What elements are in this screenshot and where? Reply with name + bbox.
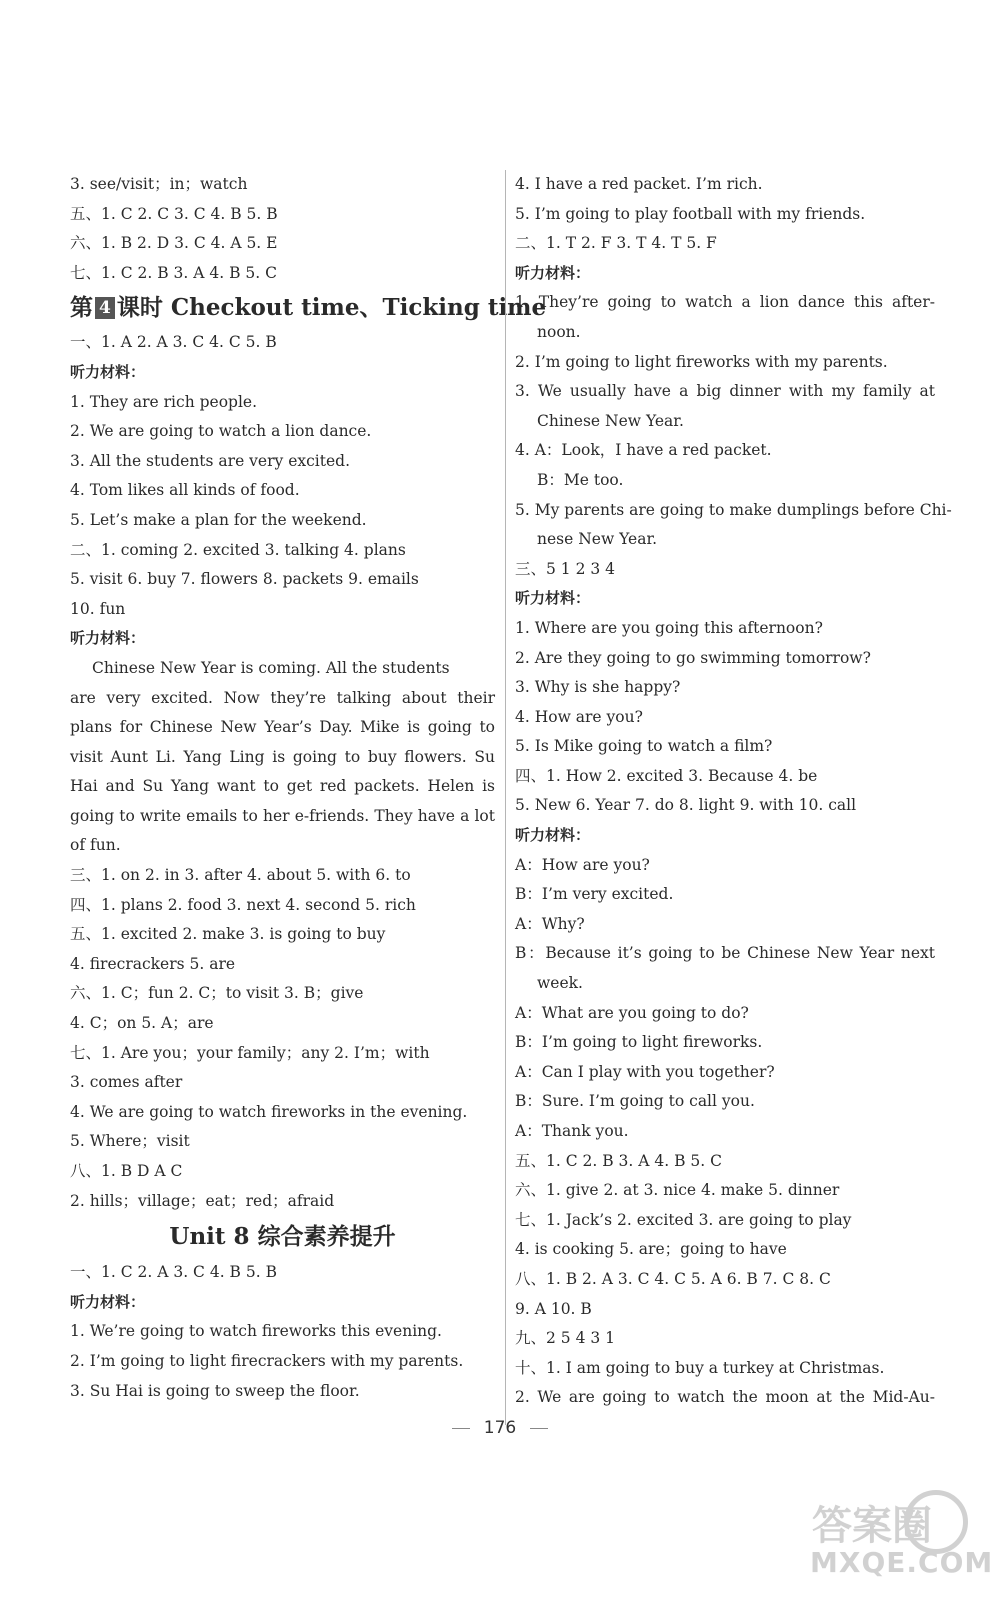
text-line: 八、1. B D A C [70,1162,183,1180]
text-line: 5. Is Mike going to watch a film? [515,737,773,756]
text-line: 七、1. Jack’s 2. excited 3. are going to play [515,1210,852,1229]
text-line: nese New Year. [537,530,658,549]
text-line: 五、1. excited 2. make 3. is going to buy [70,925,386,944]
text-line: are very excited. Now they’re talking about their [70,688,495,707]
text-line: A：How are you? [515,855,650,874]
text-line: 4. firecrackers 5. are [70,954,236,973]
text-line: B：Me too. [537,470,624,489]
text-line: 八、1. B 2. A 3. C 4. C 5. A 6. B 7. C 8. C [515,1269,831,1288]
text-line: 2. hills；village；eat；red；afraid [70,1191,335,1210]
text-line: 七、1. Are you；your family；any 2. I’m；with [70,1043,430,1062]
text-line: A：Why? [515,914,585,933]
text-line: 五、1. C 2. B 3. A 4. B 5. C [515,1151,722,1170]
text-line: 六、1. C；fun 2. C；to visit 3. B；give [70,984,364,1003]
text-line: 3. see/visit；in；watch [70,175,248,193]
text-line: 九、2 5 4 3 1 [515,1329,616,1348]
text-line: 3. Su Hai is going to sweep the floor. [70,1381,360,1400]
text-line: 4. A：Look，I have a red packet. [515,441,772,460]
text-line: 5. I’m going to play football with my friends. [515,204,866,223]
text-line: going to write emails to her e-friends. They have a lot [70,806,495,825]
watermark-url: MXQE.COM [810,1546,994,1579]
listening-material-label: 听力材料： [70,629,146,648]
text-line: 10. fun [70,599,126,618]
text-line: 4. I have a red packet. I’m rich. [515,175,763,193]
column-divider [505,170,506,1425]
text-line: 十、1. I am going to buy a turkey at Christmas. [515,1358,885,1377]
text-line: 七、1. C 2. B 3. A 4. B 5. C [70,263,277,282]
text-line: 3. comes after [70,1073,183,1092]
text-line: Hai and Su Yang want to get red packets. Helen is [70,777,495,796]
lesson-heading: 第 4 课时 Checkout time、Ticking time [70,294,547,322]
text-line: 2. I’m going to light firecrackers with my parents. [70,1351,464,1370]
text-line: 2. We are going to watch the moon at the Mid-Au- [515,1388,935,1407]
listening-material-label: 听力材料： [70,362,146,381]
text-line: of fun. [70,836,121,855]
text-line: 4. C；on 5. A；are [70,1014,214,1033]
text-line: 5. Where；visit [70,1132,190,1151]
text-line: 3. Why is she happy? [515,678,681,697]
text-line: 4. We are going to watch fireworks in the evening. [70,1102,468,1121]
text-line: 1. Where are you going this afternoon? [515,618,823,637]
text-line: 2. Are they going to go swimming tomorrow? [515,648,871,667]
text-line: 一、1. A 2. A 3. C 4. C 5. B [70,333,277,352]
watermark-logo [806,1488,994,1580]
listening-material-label: 听力材料： [515,826,591,845]
text-line: B：I’m going to light fireworks. [515,1033,763,1052]
text-line: 六、1. give 2. at 3. nice 4. make 5. dinner [515,1181,840,1200]
text-line: 2. We are going to watch a lion dance. [70,422,372,441]
text-line: 4. is cooking 5. are；going to have [515,1240,787,1259]
text-line: 四、1. How 2. excited 3. Because 4. be [515,766,818,785]
text-line: 1. We’re going to watch fireworks this evening. [70,1322,442,1341]
text-line: 二、1. coming 2. excited 3. talking 4. plans [70,540,406,559]
text-line: 1. They are rich people. [70,392,258,411]
text-line: 4. How are you? [515,707,643,726]
lesson-number-badge: 4 [95,297,115,319]
text-line: A：Thank you. [515,1122,629,1140]
text-line: A：Can I play with you together? [515,1062,775,1081]
text-line: 4. Tom likes all kinds of food. [70,481,300,500]
page-footer [0,1418,1000,1438]
text-line: 五、1. C 2. C 3. C 4. B 5. B [70,204,278,223]
text-line: Chinese New Year is coming. All the students [92,658,450,677]
left-column [70,170,547,1406]
page-number: 176 [483,1418,517,1438]
text-line: noon. [537,322,581,341]
text-line: B：I’m very excited. [515,885,674,904]
text-line: 3. We usually have a big dinner with my family at [515,382,935,401]
text-line: 5. New 6. Year 7. do 8. light 9. with 10. call [515,796,857,815]
text-line: 四、1. plans 2. food 3. next 4. second 5. rich [70,895,416,914]
text-line: 2. I’m going to light fireworks with my parents. [515,352,888,371]
text-line: visit Aunt Li. Yang Ling is going to buy flowers. Su [70,747,495,766]
listening-material-label: 听力材料： [515,263,591,282]
text-line: 5. My parents are going to make dumplings before Chi- [515,500,952,519]
text-line: 六、1. B 2. D 3. C 4. A 5. E [70,234,278,253]
text-line: 一、1. C 2. A 3. C 4. B 5. B [70,1263,277,1282]
watermark-title: 答案圈 [812,1503,932,1549]
text-line: B：Because it’s going to be Chinese New Year next [515,944,935,963]
text-line: 5. visit 6. buy 7. flowers 8. packets 9. emails [70,570,419,589]
right-column [515,170,952,1413]
text-line: week. [537,974,583,993]
text-line: 三、5 1 2 3 4 [515,559,616,578]
text-line: 9. A 10. B [515,1299,592,1318]
text-line: A：What are you going to do? [515,1003,749,1022]
text-line: plans for Chinese New Year’s Day. Mike is going to [70,718,495,737]
unit-heading: Unit 8 综合素养提升 [169,1223,396,1251]
text-line: Chinese New Year. [537,411,684,430]
text-line: 三、1. on 2. in 3. after 4. about 5. with 6. to [70,866,411,885]
text-line: 二、1. T 2. F 3. T 4. T 5. F [515,234,717,253]
text-line: 3. All the students are very excited. [70,451,350,470]
text-line: B：Sure. I’m going to call you. [515,1092,755,1111]
text-line: 1. They’re going to watch a lion dance this after- [515,293,935,312]
text-line: 5. Let’s make a plan for the weekend. [70,510,367,529]
listening-material-label: 听力材料： [515,589,591,608]
listening-material-label: 听力材料： [70,1292,146,1311]
